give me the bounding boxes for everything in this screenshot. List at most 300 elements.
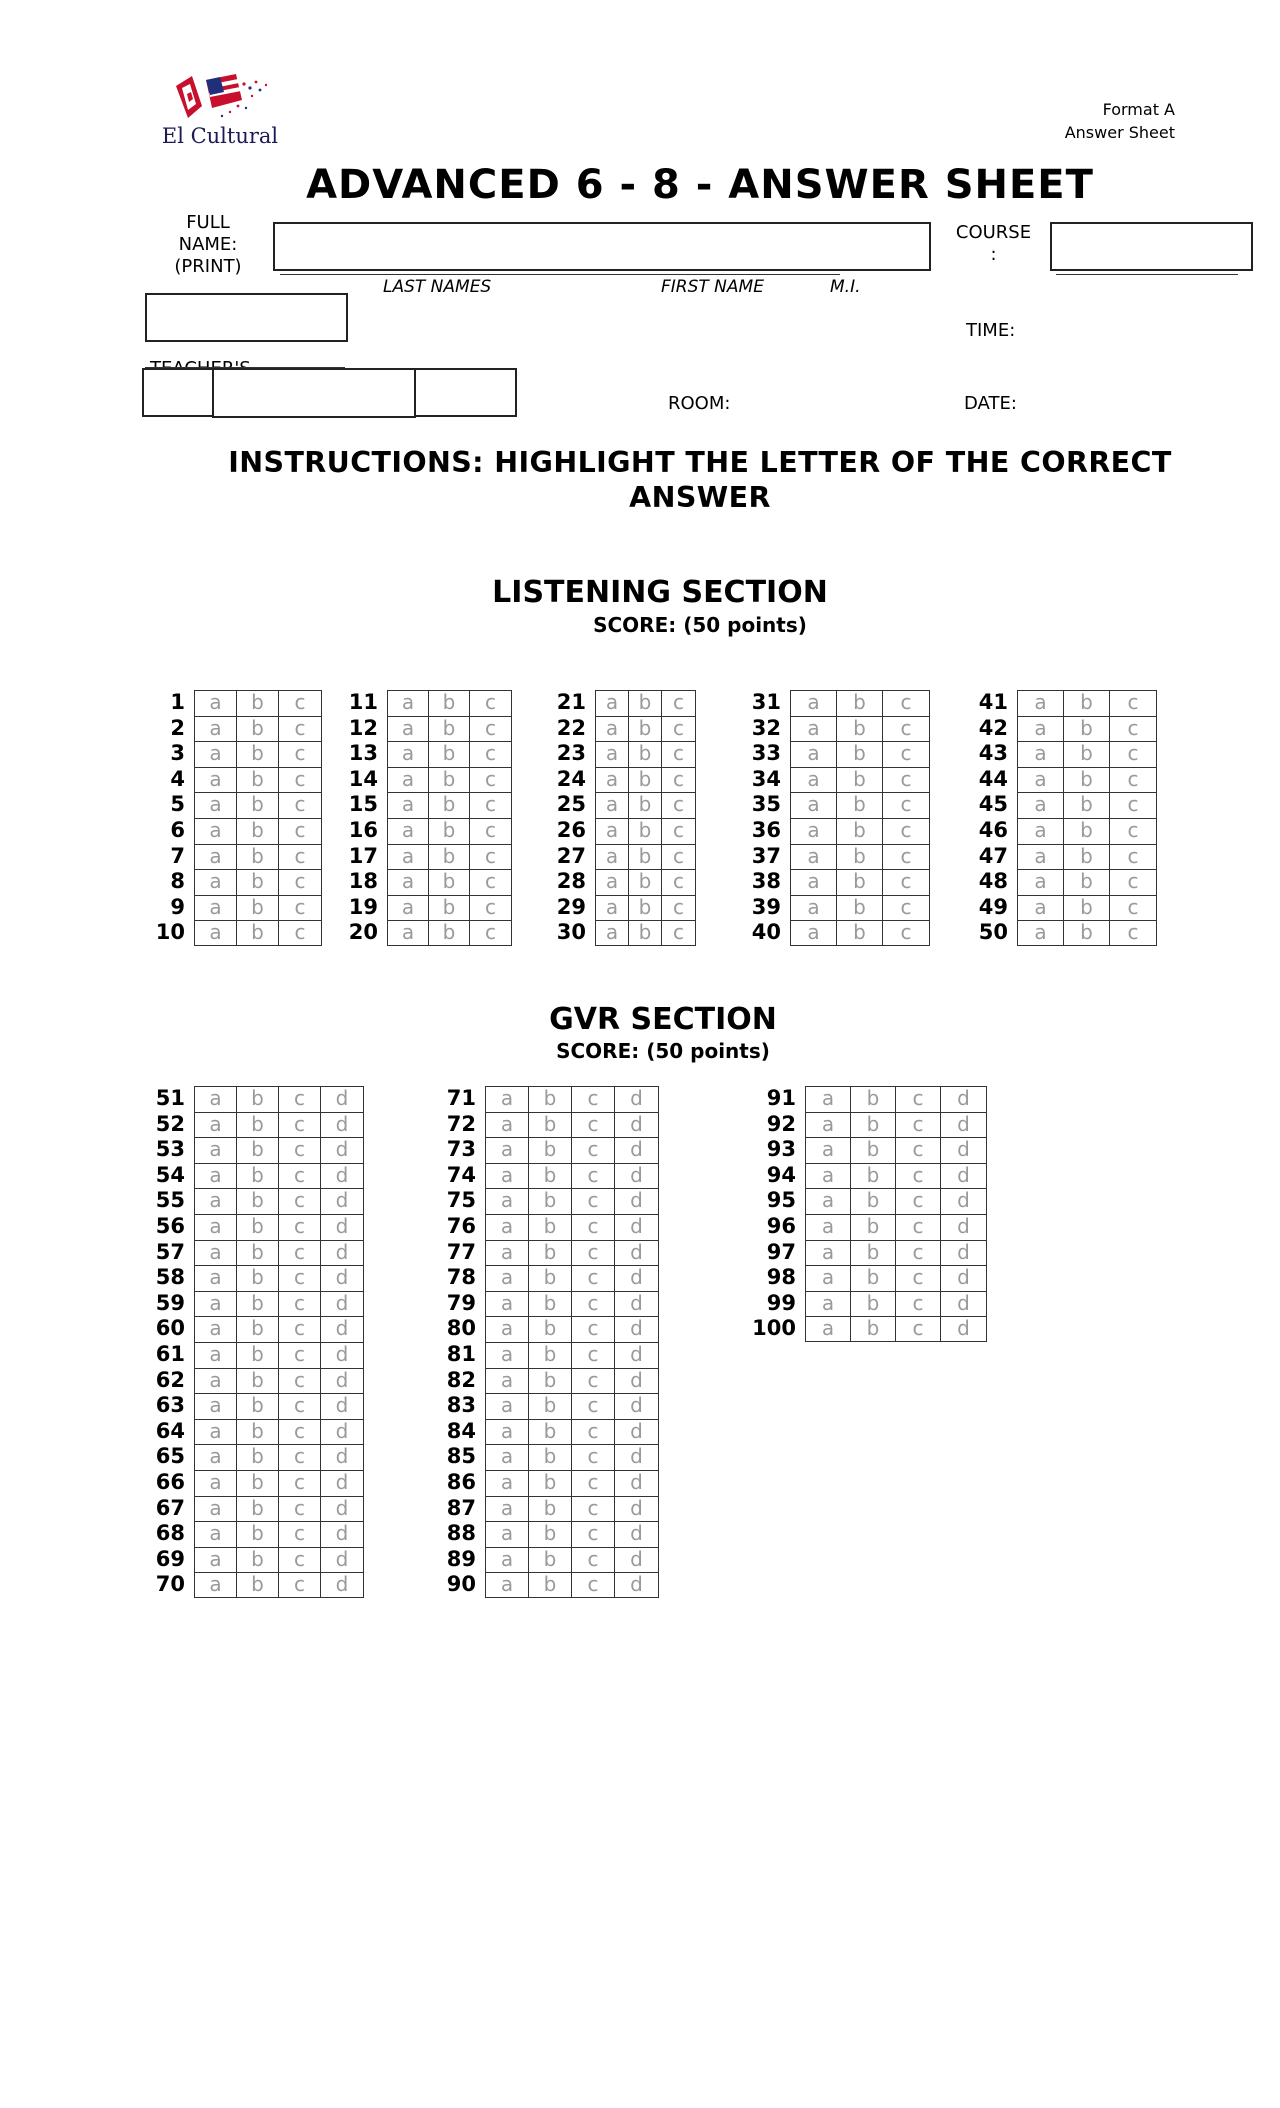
answer-option-a[interactable]: a — [195, 742, 237, 767]
answer-option-a[interactable]: a — [195, 1317, 237, 1342]
answer-option-d[interactable]: d — [335, 1086, 349, 1110]
answer-option-b[interactable]: b — [837, 768, 883, 793]
answer-option-c[interactable]: c — [279, 1266, 321, 1291]
answer-option-a[interactable]: a — [388, 793, 429, 818]
answer-option-a[interactable]: a — [806, 1317, 851, 1341]
answer-option-a[interactable]: a — [1018, 845, 1064, 870]
answer-option-c[interactable]: c — [896, 1241, 941, 1266]
answer-option-c[interactable]: c — [1127, 741, 1139, 766]
answer-option-c[interactable]: c — [294, 817, 306, 842]
answer-option-b[interactable]: b — [629, 896, 662, 921]
answer-option-a[interactable]: a — [596, 768, 629, 793]
answer-option-b[interactable]: b — [851, 1215, 896, 1240]
answer-option-c[interactable]: c — [896, 1189, 941, 1214]
answer-option-a[interactable]: a — [388, 896, 429, 921]
answer-option-a[interactable]: a — [195, 1113, 237, 1138]
answer-option-d[interactable]: d — [630, 1521, 643, 1546]
answer-option-c[interactable]: c — [572, 1573, 615, 1597]
answer-option-b[interactable]: b — [529, 1113, 572, 1138]
answer-option-a[interactable]: a — [195, 1241, 237, 1266]
answer-option-b[interactable]: b — [837, 793, 883, 818]
answer-option-a[interactable]: a — [806, 1138, 851, 1163]
answer-option-a[interactable]: a — [486, 1138, 529, 1163]
answer-option-c[interactable]: c — [1127, 920, 1139, 945]
answer-option-c[interactable]: c — [279, 1497, 321, 1522]
answer-option-c[interactable]: c — [896, 1317, 941, 1341]
answer-option-c[interactable]: c — [673, 869, 684, 894]
answer-option-c[interactable]: c — [572, 1292, 615, 1317]
answer-option-a[interactable]: a — [388, 921, 429, 945]
answer-option-a[interactable]: a — [596, 819, 629, 844]
answer-option-a[interactable]: a — [388, 870, 429, 895]
answer-option-d[interactable]: d — [335, 1521, 349, 1546]
answer-option-a[interactable]: a — [195, 1573, 237, 1597]
answer-option-a[interactable]: a — [1018, 742, 1064, 767]
answer-option-c[interactable]: c — [896, 1164, 941, 1189]
answer-option-d[interactable]: d — [335, 1213, 349, 1238]
answer-option-c[interactable]: c — [485, 690, 496, 714]
answer-option-c[interactable]: c — [294, 766, 306, 791]
answer-option-d[interactable]: d — [630, 1495, 643, 1520]
answer-option-d[interactable]: d — [335, 1495, 349, 1520]
answer-option-b[interactable]: b — [529, 1215, 572, 1240]
answer-option-a[interactable]: a — [388, 768, 429, 793]
answer-option-c[interactable]: c — [673, 894, 684, 919]
answer-option-d[interactable]: d — [335, 1341, 349, 1366]
answer-option-d[interactable]: d — [630, 1162, 643, 1187]
answer-option-a[interactable]: a — [486, 1292, 529, 1317]
answer-option-b[interactable]: b — [529, 1369, 572, 1394]
answer-option-d[interactable]: d — [630, 1393, 643, 1418]
answer-option-b[interactable]: b — [237, 819, 279, 844]
answer-option-c[interactable]: c — [572, 1266, 615, 1291]
answer-option-a[interactable]: a — [195, 1497, 237, 1522]
answer-option-c[interactable]: c — [485, 741, 496, 766]
answer-option-c[interactable]: c — [1127, 869, 1139, 894]
answer-option-b[interactable]: b — [237, 1266, 279, 1291]
answer-option-c[interactable]: c — [572, 1343, 615, 1368]
answer-option-d[interactable]: d — [630, 1111, 643, 1136]
course-field[interactable] — [1050, 222, 1253, 271]
answer-option-b[interactable]: b — [529, 1445, 572, 1470]
answer-option-a[interactable]: a — [486, 1317, 529, 1342]
answer-option-b[interactable]: b — [237, 742, 279, 767]
answer-option-c[interactable]: c — [572, 1420, 615, 1445]
answer-option-c[interactable]: c — [896, 1138, 941, 1163]
answer-option-d[interactable]: d — [957, 1213, 970, 1238]
answer-option-a[interactable]: a — [596, 691, 629, 716]
answer-option-b[interactable]: b — [529, 1497, 572, 1522]
answer-option-c[interactable]: c — [1127, 766, 1139, 791]
answer-option-b[interactable]: b — [237, 896, 279, 921]
answer-option-b[interactable]: b — [237, 793, 279, 818]
answer-option-b[interactable]: b — [629, 845, 662, 870]
answer-option-c[interactable]: c — [279, 1471, 321, 1496]
answer-option-a[interactable]: a — [791, 768, 837, 793]
answer-option-a[interactable]: a — [1018, 793, 1064, 818]
answer-option-a[interactable]: a — [195, 1164, 237, 1189]
answer-option-a[interactable]: a — [596, 921, 629, 945]
answer-option-b[interactable]: b — [851, 1317, 896, 1341]
answer-option-a[interactable]: a — [195, 921, 237, 945]
answer-option-b[interactable]: b — [429, 921, 470, 945]
answer-option-d[interactable]: d — [335, 1393, 349, 1418]
answer-option-a[interactable]: a — [806, 1215, 851, 1240]
answer-option-c[interactable]: c — [279, 1087, 321, 1112]
answer-option-b[interactable]: b — [429, 819, 470, 844]
answer-option-a[interactable]: a — [596, 717, 629, 742]
answer-option-b[interactable]: b — [629, 819, 662, 844]
answer-option-d[interactable]: d — [630, 1444, 643, 1469]
answer-option-c[interactable]: c — [485, 817, 496, 842]
answer-option-a[interactable]: a — [195, 1522, 237, 1547]
answer-option-b[interactable]: b — [629, 742, 662, 767]
answer-option-c[interactable]: c — [572, 1164, 615, 1189]
answer-option-a[interactable]: a — [486, 1420, 529, 1445]
answer-option-b[interactable]: b — [837, 717, 883, 742]
answer-option-c[interactable]: c — [294, 690, 306, 714]
answer-option-b[interactable]: b — [429, 870, 470, 895]
answer-option-a[interactable]: a — [195, 1548, 237, 1573]
answer-option-c[interactable]: c — [1127, 894, 1139, 919]
answer-option-d[interactable]: d — [335, 1367, 349, 1392]
answer-option-b[interactable]: b — [237, 1445, 279, 1470]
full-name-field[interactable] — [273, 222, 931, 271]
answer-option-b[interactable]: b — [529, 1266, 572, 1291]
answer-option-c[interactable]: c — [673, 920, 684, 945]
answer-option-b[interactable]: b — [429, 845, 470, 870]
answer-option-c[interactable]: c — [1127, 690, 1139, 714]
answer-option-d[interactable]: d — [630, 1469, 643, 1494]
answer-option-b[interactable]: b — [851, 1164, 896, 1189]
answer-option-b[interactable]: b — [237, 1292, 279, 1317]
answer-option-b[interactable]: b — [237, 717, 279, 742]
answer-option-c[interactable]: c — [900, 792, 912, 817]
answer-option-c[interactable]: c — [279, 1317, 321, 1342]
answer-option-c[interactable]: c — [294, 920, 306, 945]
answer-option-a[interactable]: a — [195, 1266, 237, 1291]
answer-option-a[interactable]: a — [388, 819, 429, 844]
answer-option-c[interactable]: c — [279, 1573, 321, 1597]
answer-option-c[interactable]: c — [900, 766, 912, 791]
answer-option-c[interactable]: c — [572, 1548, 615, 1573]
answer-option-b[interactable]: b — [529, 1241, 572, 1266]
answer-option-b[interactable]: b — [237, 768, 279, 793]
answer-option-a[interactable]: a — [1018, 870, 1064, 895]
answer-option-a[interactable]: a — [1018, 768, 1064, 793]
answer-option-c[interactable]: c — [279, 1138, 321, 1163]
answer-option-a[interactable]: a — [791, 870, 837, 895]
answer-option-c[interactable]: c — [572, 1113, 615, 1138]
answer-option-a[interactable]: a — [806, 1266, 851, 1291]
answer-option-a[interactable]: a — [195, 1138, 237, 1163]
answer-option-a[interactable]: a — [195, 845, 237, 870]
answer-option-a[interactable]: a — [1018, 921, 1064, 945]
answer-option-c[interactable]: c — [572, 1189, 615, 1214]
answer-option-b[interactable]: b — [237, 870, 279, 895]
answer-option-b[interactable]: b — [237, 921, 279, 945]
answer-option-b[interactable]: b — [1064, 845, 1110, 870]
answer-option-d[interactable]: d — [957, 1239, 970, 1264]
answer-option-c[interactable]: c — [572, 1522, 615, 1547]
answer-option-b[interactable]: b — [837, 921, 883, 945]
answer-option-d[interactable]: d — [630, 1137, 643, 1162]
answer-option-c[interactable]: c — [673, 766, 684, 791]
answer-option-a[interactable]: a — [486, 1471, 529, 1496]
answer-option-d[interactable]: d — [630, 1572, 643, 1597]
answer-option-b[interactable]: b — [529, 1164, 572, 1189]
answer-option-b[interactable]: b — [429, 717, 470, 742]
answer-option-b[interactable]: b — [237, 1471, 279, 1496]
answer-option-c[interactable]: c — [1127, 792, 1139, 817]
answer-option-a[interactable]: a — [195, 1189, 237, 1214]
answer-option-d[interactable]: d — [630, 1213, 643, 1238]
answer-option-a[interactable]: a — [596, 870, 629, 895]
answer-option-b[interactable]: b — [1064, 921, 1110, 945]
answer-option-c[interactable]: c — [279, 1394, 321, 1419]
answer-option-a[interactable]: a — [195, 768, 237, 793]
answer-option-b[interactable]: b — [851, 1292, 896, 1317]
answer-option-c[interactable]: c — [572, 1241, 615, 1266]
answer-option-a[interactable]: a — [806, 1292, 851, 1317]
answer-option-a[interactable]: a — [195, 870, 237, 895]
answer-option-d[interactable]: d — [957, 1137, 970, 1162]
answer-option-b[interactable]: b — [837, 870, 883, 895]
answer-option-d[interactable]: d — [630, 1316, 643, 1341]
answer-option-b[interactable]: b — [429, 793, 470, 818]
answer-option-d[interactable]: d — [957, 1188, 970, 1213]
answer-option-b[interactable]: b — [837, 691, 883, 716]
answer-option-c[interactable]: c — [900, 894, 912, 919]
answer-option-b[interactable]: b — [851, 1113, 896, 1138]
answer-option-c[interactable]: c — [294, 715, 306, 740]
answer-option-b[interactable]: b — [529, 1548, 572, 1573]
answer-option-b[interactable]: b — [629, 921, 662, 945]
answer-option-b[interactable]: b — [429, 742, 470, 767]
answer-option-c[interactable]: c — [572, 1138, 615, 1163]
answer-option-b[interactable]: b — [851, 1138, 896, 1163]
answer-option-c[interactable]: c — [294, 894, 306, 919]
answer-option-c[interactable]: c — [294, 869, 306, 894]
answer-option-d[interactable]: d — [957, 1086, 970, 1110]
answer-option-c[interactable]: c — [279, 1445, 321, 1470]
answer-option-a[interactable]: a — [195, 1394, 237, 1419]
answer-option-d[interactable]: d — [630, 1188, 643, 1213]
answer-option-b[interactable]: b — [237, 1138, 279, 1163]
answer-option-b[interactable]: b — [1064, 819, 1110, 844]
answer-option-b[interactable]: b — [237, 1522, 279, 1547]
answer-option-a[interactable]: a — [486, 1548, 529, 1573]
answer-option-a[interactable]: a — [486, 1266, 529, 1291]
answer-option-b[interactable]: b — [1064, 768, 1110, 793]
answer-option-d[interactable]: d — [335, 1546, 349, 1571]
answer-option-c[interactable]: c — [279, 1164, 321, 1189]
answer-option-c[interactable]: c — [673, 817, 684, 842]
answer-option-c[interactable]: c — [673, 715, 684, 740]
answer-option-a[interactable]: a — [791, 845, 837, 870]
answer-option-b[interactable]: b — [1064, 870, 1110, 895]
answer-option-a[interactable]: a — [486, 1087, 529, 1112]
answer-option-c[interactable]: c — [900, 920, 912, 945]
answer-option-c[interactable]: c — [896, 1215, 941, 1240]
answer-option-c[interactable]: c — [900, 690, 912, 714]
answer-option-c[interactable]: c — [572, 1471, 615, 1496]
answer-option-a[interactable]: a — [806, 1241, 851, 1266]
answer-option-c[interactable]: c — [279, 1215, 321, 1240]
answer-option-c[interactable]: c — [572, 1087, 615, 1112]
answer-option-a[interactable]: a — [195, 1420, 237, 1445]
answer-option-a[interactable]: a — [195, 896, 237, 921]
answer-option-d[interactable]: d — [335, 1444, 349, 1469]
answer-option-a[interactable]: a — [596, 845, 629, 870]
answer-option-b[interactable]: b — [529, 1343, 572, 1368]
answer-option-a[interactable]: a — [806, 1164, 851, 1189]
answer-option-d[interactable]: d — [335, 1188, 349, 1213]
answer-option-d[interactable]: d — [630, 1290, 643, 1315]
answer-option-a[interactable]: a — [486, 1343, 529, 1368]
answer-option-a[interactable]: a — [486, 1445, 529, 1470]
answer-option-b[interactable]: b — [529, 1317, 572, 1342]
answer-option-a[interactable]: a — [596, 793, 629, 818]
answer-option-c[interactable]: c — [279, 1113, 321, 1138]
answer-option-a[interactable]: a — [486, 1394, 529, 1419]
answer-option-c[interactable]: c — [485, 843, 496, 868]
answer-option-a[interactable]: a — [791, 691, 837, 716]
answer-option-c[interactable]: c — [485, 792, 496, 817]
answer-option-d[interactable]: d — [630, 1367, 643, 1392]
answer-option-b[interactable]: b — [529, 1573, 572, 1597]
answer-option-d[interactable]: d — [335, 1469, 349, 1494]
answer-option-c[interactable]: c — [572, 1369, 615, 1394]
answer-option-a[interactable]: a — [486, 1241, 529, 1266]
answer-option-a[interactable]: a — [195, 1369, 237, 1394]
answer-option-b[interactable]: b — [237, 691, 279, 716]
answer-option-c[interactable]: c — [900, 843, 912, 868]
answer-option-a[interactable]: a — [486, 1164, 529, 1189]
answer-option-b[interactable]: b — [629, 717, 662, 742]
answer-option-b[interactable]: b — [237, 845, 279, 870]
answer-option-c[interactable]: c — [1127, 843, 1139, 868]
answer-option-b[interactable]: b — [851, 1189, 896, 1214]
answer-option-c[interactable]: c — [485, 920, 496, 945]
answer-option-c[interactable]: c — [900, 817, 912, 842]
answer-option-a[interactable]: a — [791, 921, 837, 945]
answer-option-c[interactable]: c — [279, 1420, 321, 1445]
answer-option-b[interactable]: b — [237, 1164, 279, 1189]
answer-option-a[interactable]: a — [1018, 819, 1064, 844]
answer-option-c[interactable]: c — [485, 894, 496, 919]
answer-option-c[interactable]: c — [485, 869, 496, 894]
answer-option-b[interactable]: b — [529, 1420, 572, 1445]
answer-option-a[interactable]: a — [806, 1113, 851, 1138]
answer-option-c[interactable]: c — [896, 1266, 941, 1291]
answer-option-c[interactable]: c — [896, 1087, 941, 1112]
answer-option-d[interactable]: d — [957, 1111, 970, 1136]
answer-option-a[interactable]: a — [388, 742, 429, 767]
answer-option-a[interactable]: a — [388, 691, 429, 716]
answer-option-b[interactable]: b — [529, 1522, 572, 1547]
answer-option-b[interactable]: b — [629, 793, 662, 818]
answer-option-a[interactable]: a — [791, 742, 837, 767]
answer-option-b[interactable]: b — [429, 896, 470, 921]
answer-option-d[interactable]: d — [630, 1265, 643, 1290]
answer-option-b[interactable]: b — [851, 1241, 896, 1266]
answer-option-d[interactable]: d — [335, 1162, 349, 1187]
answer-option-b[interactable]: b — [237, 1343, 279, 1368]
answer-option-b[interactable]: b — [529, 1292, 572, 1317]
answer-option-c[interactable]: c — [572, 1445, 615, 1470]
answer-option-b[interactable]: b — [237, 1087, 279, 1112]
answer-option-b[interactable]: b — [837, 819, 883, 844]
answer-option-c[interactable]: c — [673, 792, 684, 817]
answer-option-b[interactable]: b — [837, 742, 883, 767]
answer-option-b[interactable]: b — [529, 1138, 572, 1163]
answer-option-a[interactable]: a — [195, 1445, 237, 1470]
answer-option-d[interactable]: d — [335, 1239, 349, 1264]
answer-option-b[interactable]: b — [851, 1266, 896, 1291]
answer-option-b[interactable]: b — [237, 1573, 279, 1597]
answer-option-b[interactable]: b — [429, 768, 470, 793]
answer-option-d[interactable]: d — [335, 1290, 349, 1315]
answer-option-d[interactable]: d — [335, 1265, 349, 1290]
answer-option-b[interactable]: b — [237, 1215, 279, 1240]
answer-option-d[interactable]: d — [957, 1162, 970, 1187]
answer-option-d[interactable]: d — [630, 1086, 643, 1110]
answer-option-b[interactable]: b — [529, 1471, 572, 1496]
answer-option-c[interactable]: c — [294, 741, 306, 766]
answer-option-d[interactable]: d — [335, 1137, 349, 1162]
answer-option-c[interactable]: c — [485, 766, 496, 791]
answer-option-b[interactable]: b — [237, 1189, 279, 1214]
answer-option-a[interactable]: a — [486, 1369, 529, 1394]
answer-option-b[interactable]: b — [237, 1548, 279, 1573]
answer-option-b[interactable]: b — [1064, 793, 1110, 818]
answer-option-d[interactable]: d — [630, 1341, 643, 1366]
answer-option-a[interactable]: a — [1018, 691, 1064, 716]
answer-option-c[interactable]: c — [485, 715, 496, 740]
answer-option-c[interactable]: c — [572, 1394, 615, 1419]
answer-option-d[interactable]: d — [335, 1111, 349, 1136]
answer-option-c[interactable]: c — [1127, 817, 1139, 842]
answer-option-b[interactable]: b — [529, 1189, 572, 1214]
answer-option-b[interactable]: b — [429, 691, 470, 716]
answer-option-b[interactable]: b — [1064, 896, 1110, 921]
answer-option-b[interactable]: b — [237, 1497, 279, 1522]
answer-option-a[interactable]: a — [791, 896, 837, 921]
answer-option-b[interactable]: b — [237, 1394, 279, 1419]
answer-option-c[interactable]: c — [279, 1369, 321, 1394]
answer-option-b[interactable]: b — [237, 1241, 279, 1266]
answer-option-c[interactable]: c — [900, 869, 912, 894]
answer-option-c[interactable]: c — [279, 1343, 321, 1368]
answer-option-c[interactable]: c — [1127, 715, 1139, 740]
answer-option-b[interactable]: b — [851, 1087, 896, 1112]
answer-option-a[interactable]: a — [195, 691, 237, 716]
answer-option-c[interactable]: c — [294, 843, 306, 868]
answer-option-c[interactable]: c — [279, 1292, 321, 1317]
answer-option-a[interactable]: a — [195, 1292, 237, 1317]
answer-option-a[interactable]: a — [486, 1573, 529, 1597]
answer-option-b[interactable]: b — [237, 1317, 279, 1342]
answer-option-a[interactable]: a — [806, 1189, 851, 1214]
answer-option-c[interactable]: c — [279, 1189, 321, 1214]
answer-option-c[interactable]: c — [900, 715, 912, 740]
answer-option-d[interactable]: d — [335, 1572, 349, 1597]
answer-option-b[interactable]: b — [837, 896, 883, 921]
answer-option-d[interactable]: d — [630, 1546, 643, 1571]
answer-option-a[interactable]: a — [195, 1343, 237, 1368]
answer-option-c[interactable]: c — [900, 741, 912, 766]
